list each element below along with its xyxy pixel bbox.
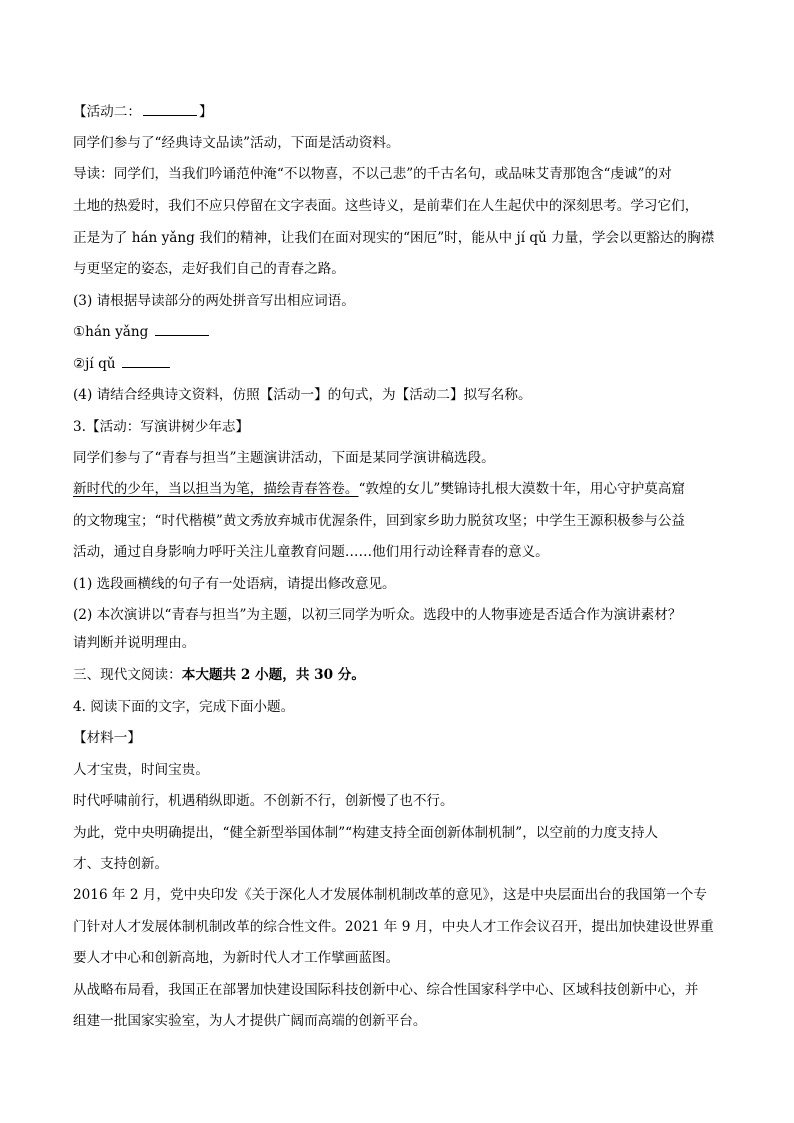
material-line-7: 要人才中心和创新高地，为新时代人才工作擘画蓝图。	[73, 950, 400, 966]
section-3-heading	[73, 665, 733, 685]
material-line-1: 人才宝贵，时间宝贵。	[73, 762, 209, 778]
guide-line-2: 土地的热爱时，我们不应只停留在文字表面。这些诗义，是前辈们在人生起伏中的深刻思考。学习它们，	[73, 198, 699, 214]
answer-blank-b	[122, 354, 170, 368]
activity3-intro: 同学们参与了“青春与担当”主题演讲活动，下面是某同学演讲稿选段。	[73, 450, 495, 466]
guide-line-1: 导读：同学们，当我们吟诵范仲淹“不以物喜，不以己悲”的千古名句，或品味艾青那饱含“虔诚”的对	[73, 166, 672, 182]
reading-4-instruction: 4. 阅读下面的文字，完成下面小题。	[73, 699, 295, 715]
material-line-2: 时代呼啸前行，机遇稍纵即逝。不创新不行，创新慢了也不行。	[73, 793, 454, 809]
activity2-heading-suffix: 】	[198, 104, 213, 120]
speech-line-2: 的文物瑰宝；“时代楷模”黄文秀放弃城市优渥条件，回到家乡助力脱贫攻坚；中学生王源积极参与公益	[73, 513, 686, 529]
guide-line-3: 正是为了 hán yǎng 我们的精神，让我们在面对现实的“困厄”时，能从中 jí qǔ 力量，学会以更豁达的胸襟	[73, 230, 715, 246]
activity2-name-blank	[143, 102, 197, 116]
material-line-9: 组建一批国家实验室，为人才提供广阔而高端的创新平台。	[73, 1013, 427, 1029]
question-3-item-b	[73, 354, 733, 374]
material-1-label: 【材料一】	[73, 730, 141, 746]
speech-line-1	[73, 479, 733, 499]
activity2-intro: 同学们参与了“经典诗文品读”活动，下面是活动资料。	[73, 135, 400, 151]
underlined-sentence: 新时代的少年，当以担当为笔，描绘青春答卷。	[73, 481, 359, 497]
section-3-title: 三、现代文阅读：	[73, 667, 182, 683]
question-2-line-2: 请判断并说明理由。	[73, 635, 196, 651]
question-3-item-a	[73, 322, 733, 342]
pinyin-hanyang: ①hán yǎng	[73, 324, 149, 340]
pinyin-jiqu: ②jí qǔ	[73, 356, 116, 372]
guide-line-4: 与更坚定的姿态，走好我们自己的青春之路。	[73, 261, 345, 277]
question-1: (1) 选段画横线的句子有一处语病，请提出修改意见。	[73, 576, 396, 592]
material-line-3: 为此，党中央明确提出，“健全新型举国体制”“构建支持全面创新体制机制”，以空前的力度支持人	[73, 825, 659, 841]
speech-line-1-rest: “敦煌的女儿”樊锦诗扎根大漠数十年，用心守护莫高窟	[358, 481, 686, 497]
activity3-heading: 3.【活动：写演讲树少年志】	[73, 419, 250, 435]
speech-line-3: 活动，通过自身影响力呼吁关注儿童教育问题……他们用行动诠释青春的意义。	[73, 544, 549, 560]
question-2-line-1: (2) 本次演讲以“青春与担当”为主题，以初三同学为听众。选段中的人物事迹是否适合作为演讲素材？	[73, 607, 682, 623]
material-line-5: 2016 年 2 月，党中央印发《关于深化人才发展体制机制改革的意见》，这是中央层面出台的我国第一个专	[73, 887, 707, 903]
activity2-heading	[73, 102, 733, 122]
material-line-6: 门针对人才发展体制机制改革的综合性文件。2021 年 9 月，中央人才工作会议召开，提出加快建设世界重	[73, 919, 714, 935]
question-4: (4) 请结合经典诗文资料，仿照【活动一】的句式，为【活动二】拟写名称。	[73, 387, 532, 403]
material-line-8: 从战略布局看，我国正在部署加快建设国际科技创新中心、综合性国家科学中心、区域科技创新中心，并	[73, 982, 699, 998]
activity2-heading-prefix: 【活动二：	[73, 104, 141, 120]
answer-blank-a	[155, 322, 209, 336]
question-3: (3) 请根据导读部分的两处拼音写出相应词语。	[73, 293, 355, 309]
section-3-score: 本大题共 2 小题，共 30 分。	[181, 667, 365, 683]
material-line-4: 才、支持创新。	[73, 856, 169, 872]
